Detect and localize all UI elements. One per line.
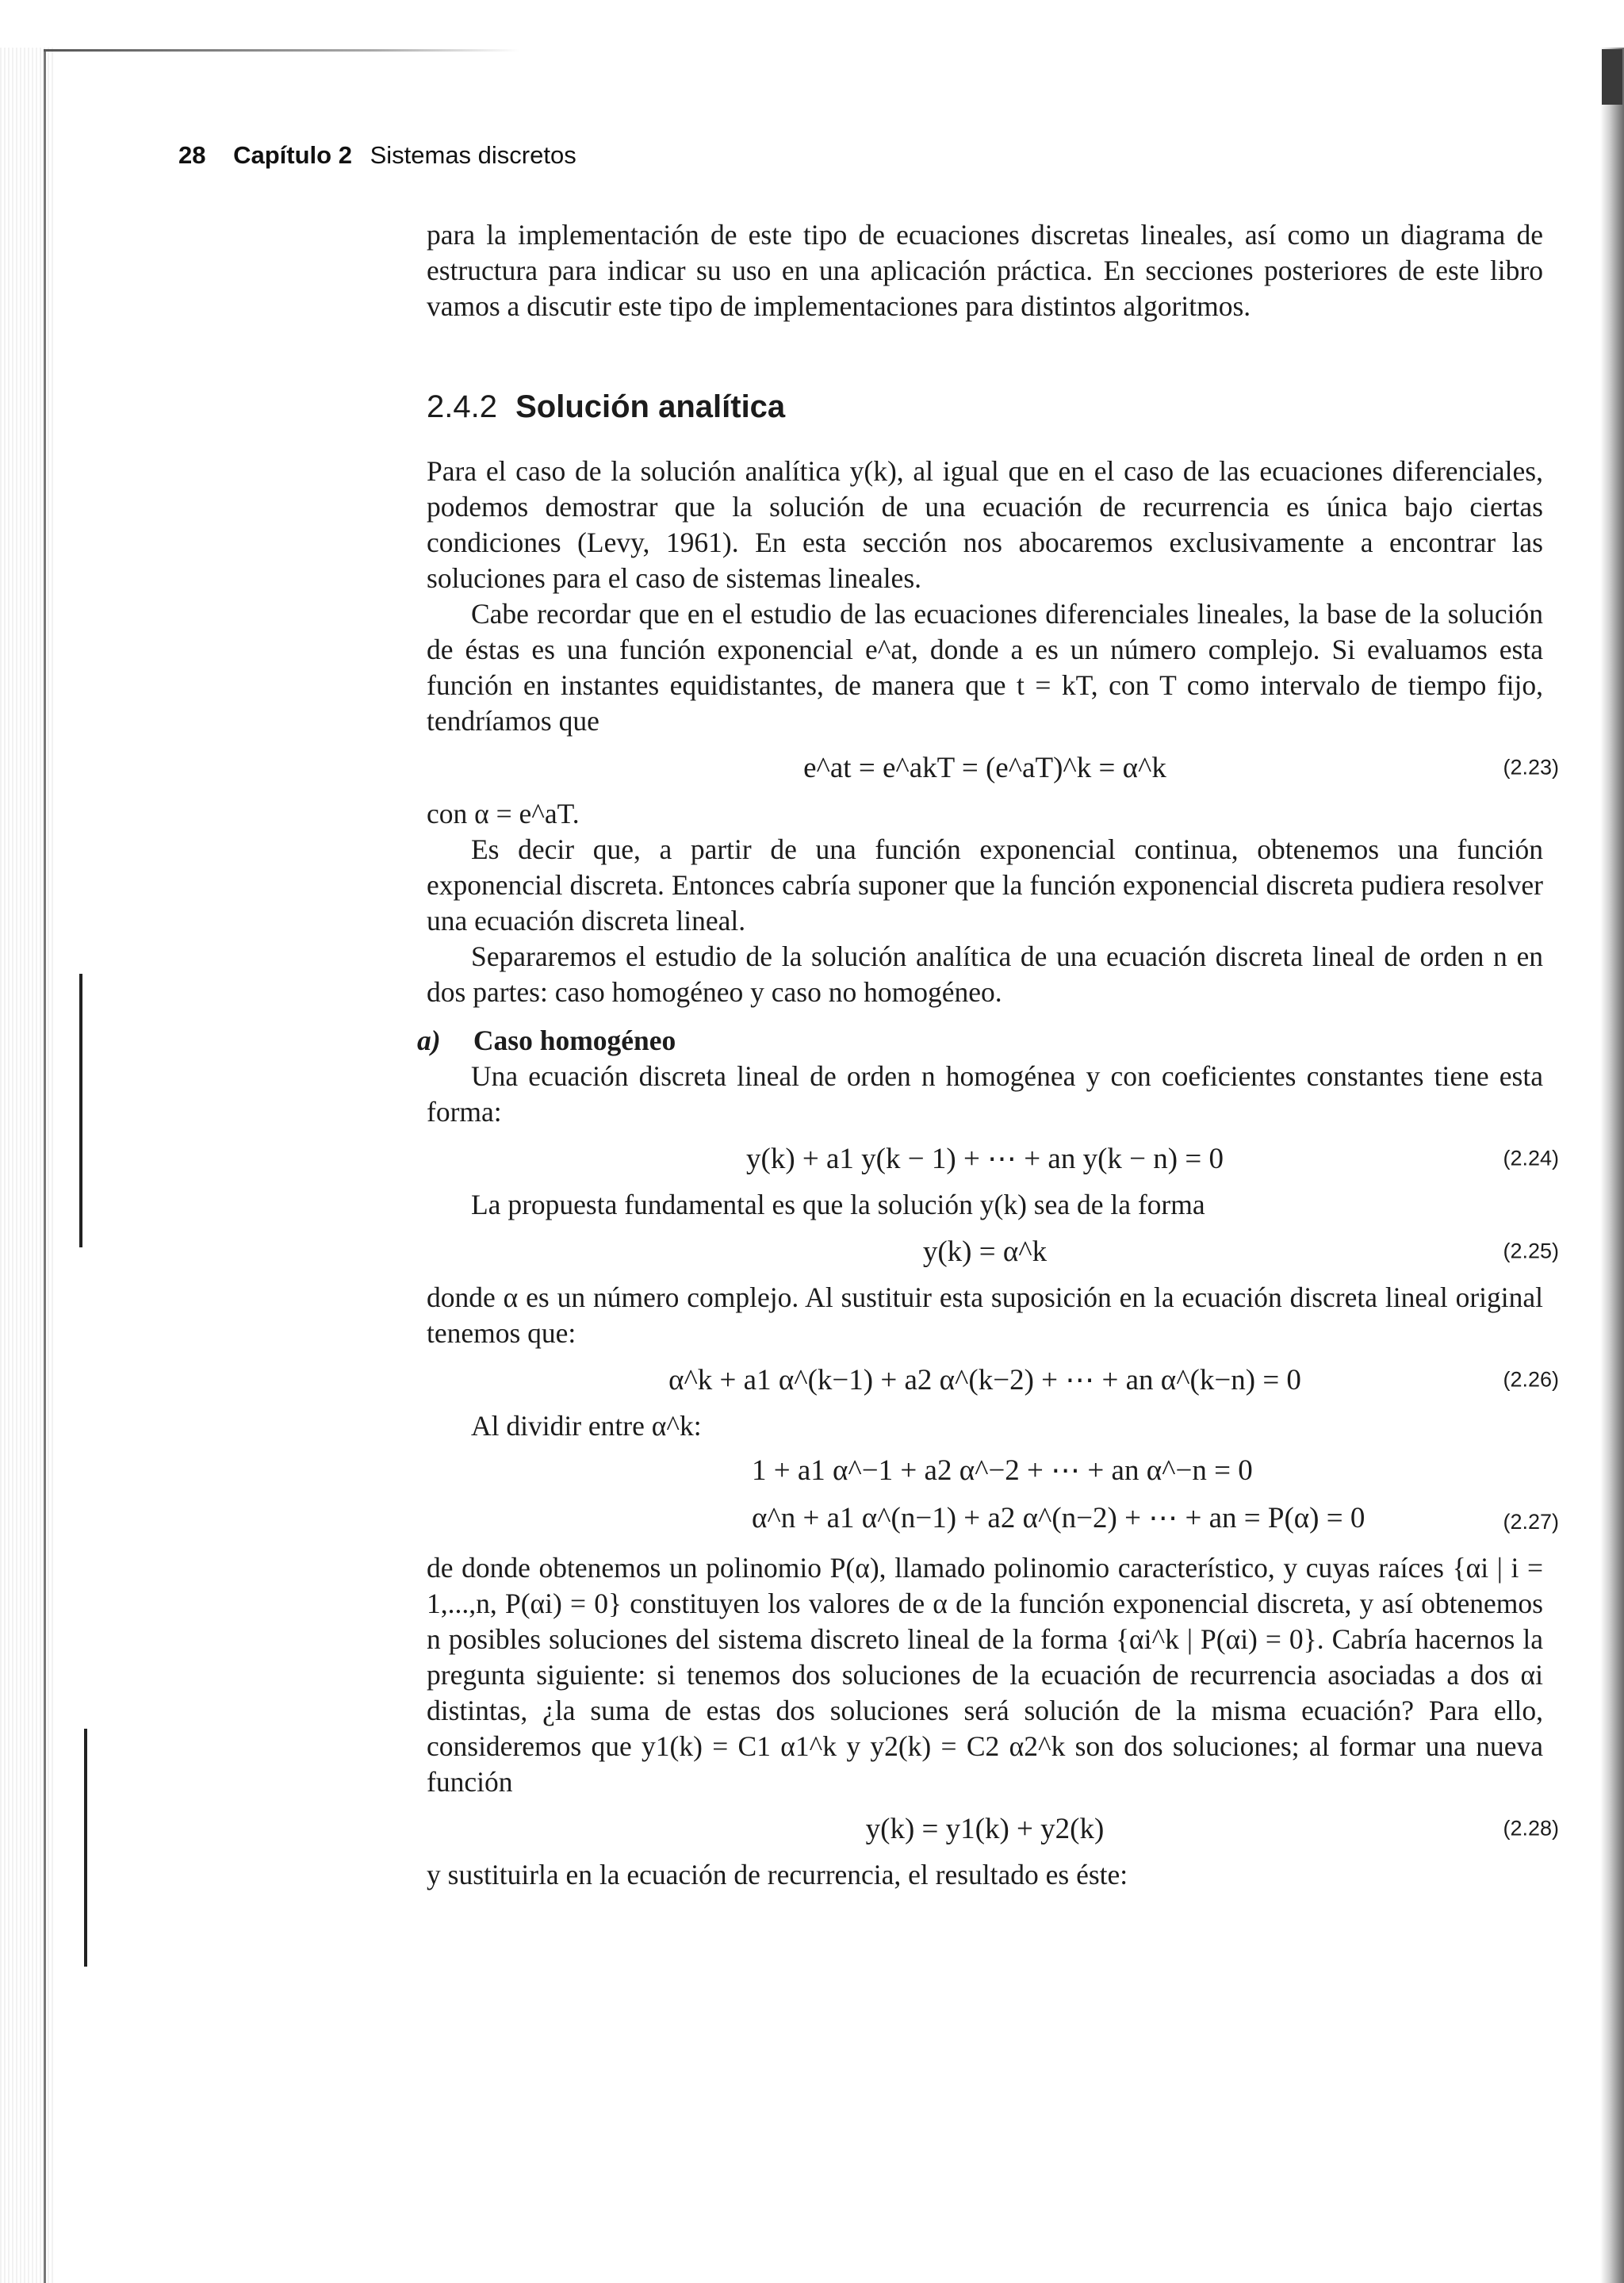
- equation-expr: y(k) = y1(k) + y2(k): [865, 1812, 1105, 1845]
- margin-mark: [79, 974, 82, 1247]
- paragraph: donde α es un número complejo. Al sustituir esta suposición en la ecuación discreta lineal original tenemos que:: [427, 1281, 1543, 1349]
- page-body: [417, 217, 1559, 1893]
- scan-top-line: [44, 49, 519, 52]
- paragraph: con α = e^aT.: [427, 798, 580, 829]
- equation-number: (2.23): [1503, 755, 1559, 780]
- scan-right-shadow: [1600, 48, 1624, 2283]
- section-title: Solución analítica: [515, 389, 786, 424]
- page-number: 28: [178, 141, 206, 169]
- paragraph: y sustituirla en la ecuación de recurrencia, el resultado es éste:: [427, 1859, 1128, 1890]
- equation-expr: e^at = e^akT = (e^aT)^k = α^k: [803, 751, 1166, 784]
- equation-number: (2.24): [1503, 1146, 1559, 1170]
- equation-2-24: [427, 1133, 1559, 1184]
- section-number: 2.4.2: [427, 389, 497, 424]
- scan-right-corner: [1602, 49, 1622, 105]
- chapter-title: Sistemas discretos: [370, 141, 576, 169]
- equation-number: (2.26): [1503, 1367, 1559, 1392]
- paragraph: de donde obtenemos un polinomio P(α), llamado polinomio característico, y cuyas raíces {αi | i = 1,...,n, P(αi) = 0} constituyen los valores de α de la función exponencial discreta, y así obtenemos n posibles soluciones del sistema discreto lineal de la forma {αi^k | P(αi) = 0}. Cabría hacernos la pregunta siguiente: si tenemos dos soluciones de la ecuación de recurrencia asociadas a dos αi distintas, ¿la suma de estas dos soluciones será solución de la misma ecuación? Para ello, consideremos que y1(k) = C1 α1^k y y2(k) = C2 α2^k son dos soluciones; al formar una nueva función: [427, 1552, 1543, 1798]
- equation-2-25: [427, 1226, 1559, 1277]
- scan-left-shadow: [0, 48, 56, 2283]
- equation-expr: y(k) = α^k: [922, 1235, 1048, 1268]
- paragraph: Es decir que, a partir de una función exponencial continua, obtenemos una función exponencial discreta. Entonces cabría suponer que la función exponencial discreta pudiera resolver una ecuación discreta lineal.: [427, 833, 1543, 937]
- subsection-title: Caso homogéneo: [473, 1025, 676, 1056]
- equation-expr: y(k) + a1 y(k − 1) + ⋯ + an y(k − n) = 0: [746, 1143, 1224, 1175]
- scan-left-edge: [44, 49, 46, 2283]
- equation-2-26: [427, 1354, 1559, 1405]
- paragraph: La propuesta fundamental es que la solución y(k) sea de la forma: [471, 1189, 1205, 1220]
- equation-number: (2.27): [1503, 1510, 1559, 1534]
- margin-mark: [84, 1729, 87, 1967]
- paragraph: Separaremos el estudio de la solución analítica de una ecuación discreta lineal de orden n en dos partes: caso homogéneo y caso no homogéneo.: [427, 940, 1543, 1008]
- equation-expr: α^k + a1 α^(k−1) + a2 α^(k−2) + ⋯ + an α^(k−n) = 0: [668, 1364, 1301, 1396]
- subsection-heading: [417, 1023, 1543, 1059]
- section-heading: [427, 389, 1543, 425]
- equation-line: α^n + a1 α^(n−1) + a2 α^(n−2) + ⋯ + an = P(α) = 0: [752, 1502, 1365, 1534]
- paragraph: Para el caso de la solución analítica y(k), al igual que en el caso de las ecuaciones diferenciales, podemos demostrar que la solución de una ecuación de recurrencia es única bajo ciertas condiciones (Levy, 1961). En esta sección nos abocaremos exclusivamente a encontrar las soluciones para el caso de sistemas lineales.: [427, 455, 1543, 594]
- intro-paragraph: para la implementación de este tipo de ecuaciones discretas lineales, así como un diagrama de estructura para indicar su uso en una aplicación práctica. En secciones posteriores de este libro vamos a discutir este tipo de implementaciones para distintos algoritmos.: [427, 219, 1543, 322]
- chapter-label: Capítulo 2: [233, 141, 352, 169]
- paragraph: Una ecuación discreta lineal de orden n homogénea y con coeficientes constantes tiene esta forma:: [427, 1060, 1543, 1128]
- equation-number: (2.28): [1503, 1816, 1559, 1841]
- equation-number: (2.25): [1503, 1239, 1559, 1263]
- subsection-label: a): [417, 1025, 441, 1056]
- equation-2-28: [427, 1803, 1559, 1854]
- running-header: [178, 141, 576, 170]
- equation-2-27: [427, 1447, 1559, 1542]
- equation-line: 1 + a1 α^−1 + a2 α^−2 + ⋯ + an α^−n = 0: [752, 1454, 1253, 1487]
- paragraph: Cabe recordar que en el estudio de las ecuaciones diferenciales lineales, la base de la solución de éstas es una función exponencial e^at, donde a es un número complejo. Si evaluamos esta función en instantes equidistantes, de manera que t = kT, con T como intervalo de tiempo fijo, tendríamos que: [427, 598, 1543, 737]
- paragraph: Al dividir entre α^k:: [471, 1410, 702, 1442]
- equation-2-23: [427, 742, 1559, 793]
